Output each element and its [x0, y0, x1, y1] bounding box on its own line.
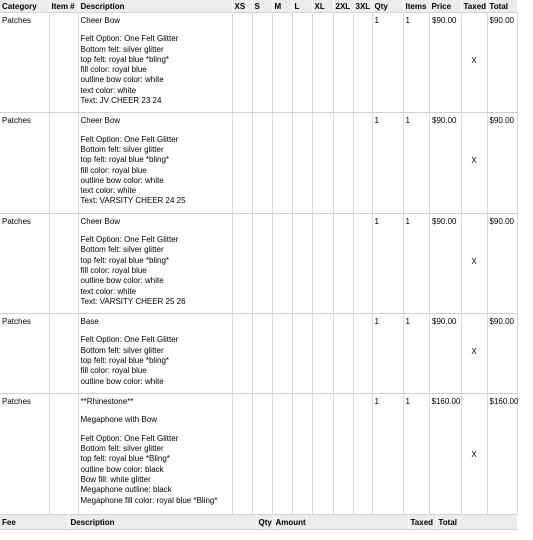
cell-size-s: [252, 314, 272, 394]
cell-price: $90.00: [429, 13, 461, 113]
table-row: [0, 213, 517, 313]
description-detail: outline bow color: black: [80, 464, 164, 474]
cell-size-m: [272, 13, 292, 113]
cell-size-xs: [232, 394, 252, 520]
cell-size-xs: [232, 13, 252, 113]
cell-items: 1: [403, 314, 429, 394]
description-detail: text color: white: [80, 85, 137, 95]
cell-category: Patches: [0, 113, 49, 213]
table-row: [0, 394, 517, 520]
cell-size-3xl: [353, 113, 372, 213]
description-detail: Bow fill: white glitter: [80, 474, 151, 484]
cell-size-xl: [312, 113, 333, 213]
description-detail: top felt: royal blue *bling*: [80, 155, 169, 165]
description-detail: Text: JV CHEER 23 24: [80, 96, 162, 106]
cell-item-number: [49, 314, 78, 394]
cell-item-number: [49, 113, 78, 213]
cell-price: $90.00: [429, 213, 461, 313]
description-title: Cheer Bow: [80, 16, 121, 25]
description-detail: outline bow color: white: [80, 75, 164, 85]
description-title: Cheer Bow: [80, 116, 121, 126]
cell-taxed: X: [461, 394, 487, 520]
cell-description: [78, 213, 232, 313]
order-body: [0, 13, 517, 520]
cell-qty: 1: [372, 113, 403, 213]
description-detail: Bottom felt: silver glitter: [80, 345, 164, 355]
cell-taxed: X: [461, 314, 487, 394]
fee-header-qty: Qty: [256, 515, 273, 530]
cell-category: Patches: [0, 394, 49, 520]
fee-header-total: Total: [436, 515, 517, 530]
cell-size-xl: [312, 13, 333, 113]
cell-size-m: [272, 394, 292, 520]
cell-total: $90.00: [487, 314, 517, 394]
cell-size-2xl: [333, 13, 353, 113]
fee-header-fee: Fee: [0, 515, 68, 530]
cell-qty: 1: [372, 13, 403, 113]
description-detail: Bottom felt: silver glitter: [80, 245, 164, 255]
fee-header-amount: Amount: [273, 515, 408, 530]
description-detail: Text: VARSITY CHEER 25 26: [80, 296, 186, 306]
description-detail: Bottom felt: silver glitter: [80, 444, 164, 454]
header-taxed: Taxed: [461, 0, 487, 13]
cell-price: $90.00: [429, 113, 461, 213]
cell-category: Patches: [0, 213, 49, 313]
header-size-3xl: 3XL: [353, 0, 372, 13]
cell-size-3xl: [353, 13, 372, 113]
description-detail: Bottom felt: silver glitter: [80, 144, 164, 154]
cell-items: 1: [403, 13, 429, 113]
header-size-l: L: [292, 0, 312, 13]
description-title: Cheer Bow: [80, 216, 121, 226]
cell-description: [78, 113, 232, 213]
table-row: [0, 314, 517, 394]
description-detail: top felt: royal blue *bling*: [80, 255, 169, 265]
cell-qty: 1: [372, 394, 403, 520]
header-size-s: S: [252, 0, 272, 13]
cell-size-s: [252, 113, 272, 213]
cell-size-xl: [312, 213, 333, 313]
fee-header-description: Description: [68, 515, 256, 530]
description-detail: Bottom felt: silver glitter: [80, 44, 164, 54]
description-detail: outline bow color: white: [80, 376, 164, 386]
header-item-number: Item #: [49, 0, 78, 13]
cell-size-2xl: [333, 394, 353, 520]
cell-total: $90.00: [487, 113, 517, 213]
cell-items: 1: [403, 394, 429, 520]
cell-size-xs: [232, 314, 252, 394]
cell-size-s: [252, 213, 272, 313]
cell-size-m: [272, 213, 292, 313]
description-detail: top felt: royal blue *Bling*: [80, 454, 170, 464]
header-size-xl: XL: [312, 0, 333, 13]
description-detail: fill color: royal blue: [80, 265, 147, 275]
cell-size-xl: [312, 394, 333, 520]
description-detail: top felt: royal blue *bling*: [80, 356, 169, 366]
cell-total: $160.00: [487, 394, 517, 520]
cell-items: 1: [403, 213, 429, 313]
cell-qty: 1: [372, 314, 403, 394]
cell-size-3xl: [353, 314, 372, 394]
fee-header-row: [0, 515, 517, 530]
table-row: [0, 13, 517, 113]
description-detail: Felt Option: One Felt Glitter: [80, 335, 179, 345]
header-size-xs: XS: [232, 0, 252, 13]
cell-size-xl: [312, 314, 333, 394]
description-detail: Megaphone outline: black: [80, 485, 172, 495]
cell-size-m: [272, 314, 292, 394]
cell-size-2xl: [333, 113, 353, 213]
description-detail: top felt: royal blue *bling*: [80, 54, 169, 64]
cell-size-m: [272, 113, 292, 213]
cell-size-s: [252, 13, 272, 113]
cell-size-3xl: [353, 394, 372, 520]
cell-size-xs: [232, 113, 252, 213]
description-detail: outline bow color: white: [80, 276, 164, 286]
cell-item-number: [49, 213, 78, 313]
cell-price: $160.00: [429, 394, 461, 520]
fees-table: [0, 514, 518, 530]
header-qty: Qty: [372, 0, 403, 13]
fee-header-taxed: Taxed: [408, 515, 436, 530]
order-header-row: [0, 0, 517, 13]
description-subtitle: Megaphone with Bow: [80, 415, 157, 425]
header-category: Category: [0, 0, 49, 13]
cell-category: Patches: [0, 13, 49, 113]
cell-size-l: [292, 314, 312, 394]
description-detail: text color: white: [80, 186, 137, 196]
header-size-m: M: [272, 0, 292, 13]
description-title: Base: [80, 317, 99, 327]
table-row: [0, 113, 517, 213]
cell-size-l: [292, 213, 312, 313]
description-detail: Megaphone fill color: royal blue *Bling*: [80, 495, 218, 505]
cell-size-l: [292, 13, 312, 113]
cell-size-s: [252, 394, 272, 520]
description-detail: fill color: royal blue: [80, 65, 147, 75]
cell-size-2xl: [333, 213, 353, 313]
header-description: Description: [78, 0, 232, 13]
header-price: Price: [429, 0, 461, 13]
cell-total: $90.00: [487, 213, 517, 313]
cell-items: 1: [403, 113, 429, 213]
description-detail: Felt Option: One Felt Glitter: [80, 433, 179, 443]
description-detail: text color: white: [80, 286, 137, 296]
cell-category: Patches: [0, 314, 49, 394]
description-detail: Felt Option: One Felt Glitter: [80, 34, 179, 44]
cell-taxed: X: [461, 213, 487, 313]
cell-total: $90.00: [487, 13, 517, 113]
cell-description: [78, 314, 232, 394]
description-detail: outline bow color: white: [80, 175, 164, 185]
cell-size-3xl: [353, 213, 372, 313]
cell-size-l: [292, 113, 312, 213]
cell-size-2xl: [333, 314, 353, 394]
description-detail: fill color: royal blue: [80, 165, 147, 175]
description-detail: Felt Option: One Felt Glitter: [80, 235, 179, 245]
cell-qty: 1: [372, 213, 403, 313]
header-size-2xl: 2XL: [333, 0, 353, 13]
cell-taxed: X: [461, 13, 487, 113]
cell-item-number: [49, 394, 78, 520]
description-title: **Rhinestone**: [80, 397, 134, 407]
cell-taxed: X: [461, 113, 487, 213]
cell-description: [78, 13, 232, 113]
description-detail: fill color: royal blue: [80, 366, 147, 376]
cell-item-number: [49, 13, 78, 113]
cell-size-xs: [232, 213, 252, 313]
cell-size-l: [292, 394, 312, 520]
cell-price: $90.00: [429, 314, 461, 394]
description-detail: Felt Option: One Felt Glitter: [80, 134, 179, 144]
header-items: Items: [403, 0, 429, 13]
description-detail: Text: VARSITY CHEER 24 25: [80, 196, 186, 206]
header-total: Total: [487, 0, 517, 13]
cell-description: [78, 394, 232, 520]
